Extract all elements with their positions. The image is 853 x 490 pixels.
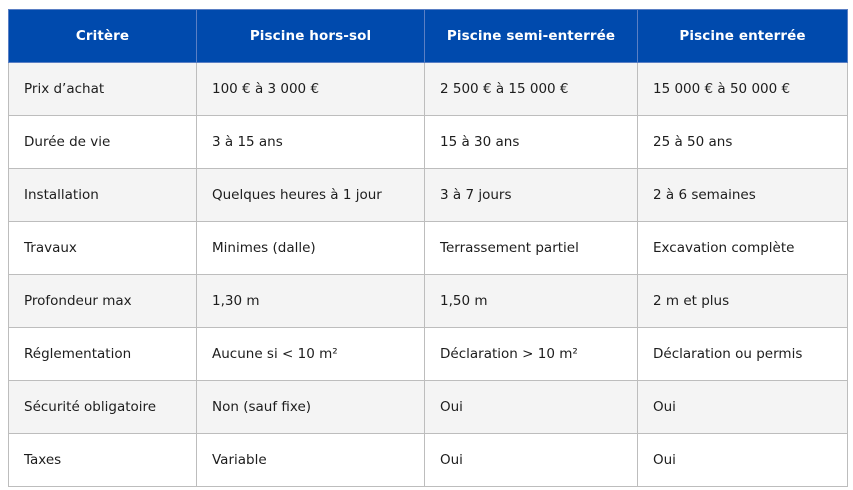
row-label: Durée de vie <box>9 116 197 169</box>
row-label: Travaux <box>9 222 197 275</box>
table-row <box>9 169 848 222</box>
cell: Oui <box>638 434 848 487</box>
cell: 15 à 30 ans <box>425 116 638 169</box>
cell: Non (sauf fixe) <box>197 381 425 434</box>
header-semi-inground: Piscine semi-enterrée <box>425 10 638 63</box>
cell: Déclaration > 10 m² <box>425 328 638 381</box>
table-row <box>9 381 848 434</box>
comparison-table <box>8 9 848 487</box>
table-row <box>9 275 848 328</box>
cell: 3 à 7 jours <box>425 169 638 222</box>
cell: 2 500 € à 15 000 € <box>425 63 638 116</box>
table-row <box>9 116 848 169</box>
row-label: Sécurité obligatoire <box>9 381 197 434</box>
header-criterion: Critère <box>9 10 197 63</box>
table-row <box>9 63 848 116</box>
cell: Oui <box>425 381 638 434</box>
cell: Aucune si < 10 m² <box>197 328 425 381</box>
header-above-ground: Piscine hors-sol <box>197 10 425 63</box>
cell: 1,50 m <box>425 275 638 328</box>
header-inground: Piscine enterrée <box>638 10 848 63</box>
cell: 3 à 15 ans <box>197 116 425 169</box>
row-label: Installation <box>9 169 197 222</box>
cell: 100 € à 3 000 € <box>197 63 425 116</box>
row-label: Réglementation <box>9 328 197 381</box>
table-row <box>9 222 848 275</box>
cell: Variable <box>197 434 425 487</box>
cell: Oui <box>425 434 638 487</box>
table-row <box>9 328 848 381</box>
table-row <box>9 434 848 487</box>
cell: Minimes (dalle) <box>197 222 425 275</box>
cell: 2 m et plus <box>638 275 848 328</box>
cell: 25 à 50 ans <box>638 116 848 169</box>
cell: 15 000 € à 50 000 € <box>638 63 848 116</box>
cell: Oui <box>638 381 848 434</box>
cell: 2 à 6 semaines <box>638 169 848 222</box>
row-label: Profondeur max <box>9 275 197 328</box>
row-label: Taxes <box>9 434 197 487</box>
cell: Excavation complète <box>638 222 848 275</box>
row-label: Prix d’achat <box>9 63 197 116</box>
cell: Déclaration ou permis <box>638 328 848 381</box>
cell: Quelques heures à 1 jour <box>197 169 425 222</box>
cell: 1,30 m <box>197 275 425 328</box>
cell: Terrassement partiel <box>425 222 638 275</box>
table-header-row <box>9 10 848 63</box>
